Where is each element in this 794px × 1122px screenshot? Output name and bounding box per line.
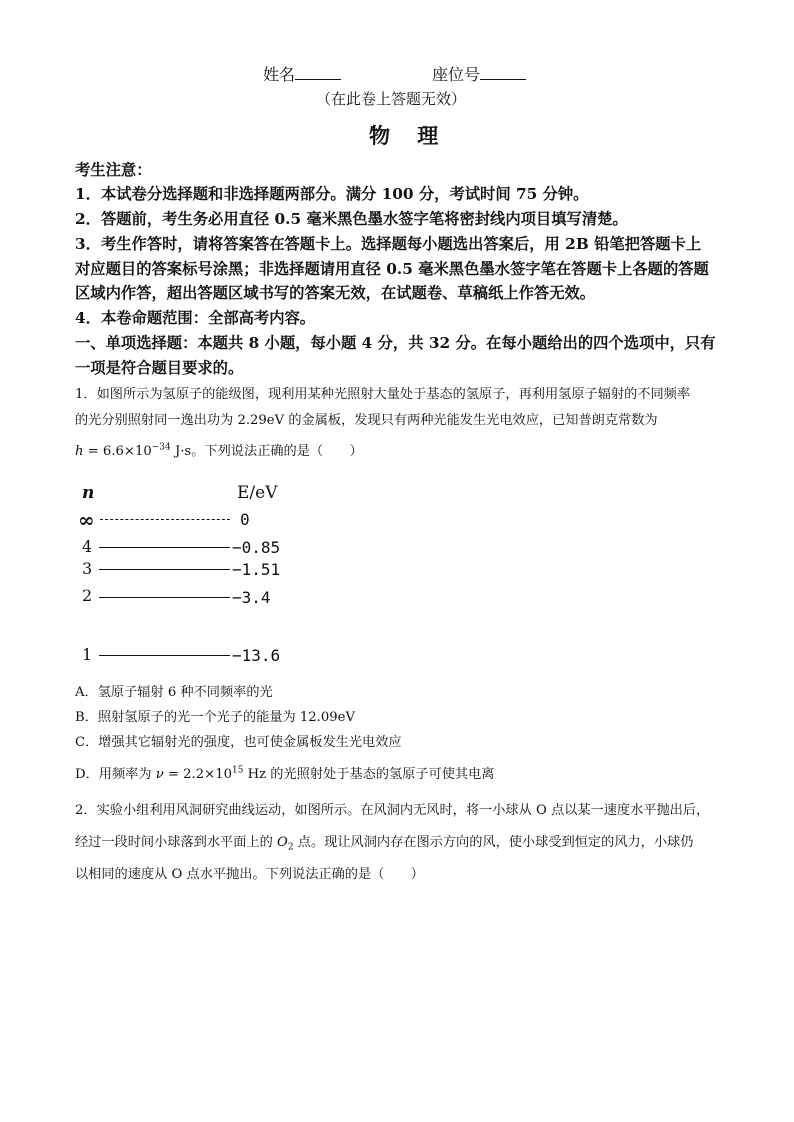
diagram-energy-label: E/eV bbox=[237, 483, 278, 503]
level-n-1: 1 bbox=[82, 645, 93, 664]
q1-text-line2: 的光分别照射同一逸出功为 2.29eV 的金属板，发现只有两种光能发生光电效应，已知普朗克常数为 bbox=[75, 413, 658, 428]
notice-item-1: 1．本试卷分选择题和非选择题两部分。满分 100 分，考试时间 75 分钟。 bbox=[75, 185, 589, 203]
page-title: 物 理 bbox=[369, 123, 449, 148]
q1-option-d bbox=[75, 763, 494, 782]
q1-h-symbol: h bbox=[75, 444, 84, 459]
q2-line2-pre: 经过一段时间小球落到水平面上的 bbox=[75, 835, 278, 850]
section1-heading: 一、单项选择题：本题共 8 小题，每小题 4 分，共 32 分。在每小题给出的四个选项中，只有 bbox=[75, 334, 716, 352]
notice-item-3-cont: 对应题目的答案标号涂黑；非选择题请用直径 0.5 毫米黑色墨水签字笔在答题卡上各题的答题 bbox=[75, 260, 709, 278]
invalid-note: （在此卷上答题无效） bbox=[316, 90, 467, 108]
name-blank bbox=[295, 65, 341, 80]
q1-h-exponent: −34 bbox=[151, 442, 171, 453]
level-line-1 bbox=[99, 655, 230, 656]
level-n-inf: ∞ bbox=[78, 508, 95, 532]
level-line-inf bbox=[100, 519, 230, 520]
level-e-inf: 0 bbox=[240, 510, 250, 529]
notice-item-4: 4．本卷命题范围：全部高考内容。 bbox=[75, 309, 316, 327]
level-n-3: 3 bbox=[82, 559, 93, 578]
q1-option-d-value: = 2.2×10 bbox=[163, 767, 232, 782]
diagram-n-label: n bbox=[82, 483, 95, 503]
q1-text-line1: 1．如图所示为氢原子的能级图，现利用某种光照射大量处于基态的氢原子，再利用氢原子辐射的不同频率 bbox=[75, 387, 691, 402]
name-field bbox=[263, 62, 341, 85]
level-e-2: −3.4 bbox=[232, 588, 271, 607]
level-line-2 bbox=[99, 597, 230, 598]
q1-option-a: A．氢原子辐射 6 种不同频率的光 bbox=[75, 685, 273, 700]
q2-point-o-sub: 2 bbox=[287, 842, 294, 853]
q2-text-line1: 2．实验小组利用风洞研究曲线运动，如图所示。在风洞内无风时，将一小球从 O 点以某一速度水平抛出后， bbox=[75, 803, 710, 818]
seat-label: 座位号 bbox=[432, 65, 481, 84]
name-label: 姓名 bbox=[263, 65, 296, 84]
q1-option-d-pre: D．用频率为 bbox=[75, 767, 156, 782]
level-line-3 bbox=[99, 569, 230, 570]
level-e-4: −0.85 bbox=[232, 538, 281, 557]
notice-item-3: 3．考生作答时，请将答案答在答题卡上。选择题每小题选出答案后，用 2B 铅笔把答题卡上 bbox=[75, 235, 702, 253]
notice-heading: 考生注意： bbox=[75, 161, 152, 179]
q1-option-d-post: Hz 的光照射处于基态的氢原子可使其电离 bbox=[243, 767, 495, 782]
level-e-3: −1.51 bbox=[232, 560, 281, 579]
q1-option-d-nu: ν bbox=[155, 767, 164, 782]
q1-option-c: C．增强其它辐射光的强度，也可使金属板发生光电效应 bbox=[75, 735, 402, 750]
notice-item-2: 2．答题前，考生务必用直径 0.5 毫米黑色墨水签字笔将密封线内项目填写清楚。 bbox=[75, 210, 628, 228]
q1-text-line3 bbox=[75, 440, 363, 459]
q1-option-d-exponent: 15 bbox=[231, 765, 244, 776]
level-n-4: 4 bbox=[82, 537, 93, 556]
q1-h-value: = 6.6×10 bbox=[83, 444, 152, 459]
q1-h-unit: J·s bbox=[170, 444, 192, 459]
q1-option-b: B．照射氢原子的光一个光子的能量为 12.09eV bbox=[75, 710, 355, 725]
q2-point-o: O bbox=[277, 835, 288, 850]
level-line-4 bbox=[99, 547, 230, 548]
q2-text-line3: 以相同的速度从 O 点水平抛出。下列说法正确的是（ ） bbox=[75, 867, 424, 882]
section1-heading-cont: 一项是符合题目要求的。 bbox=[75, 359, 244, 377]
q2-text-line2 bbox=[75, 831, 693, 853]
q2-line2-post: 点。现让风洞内存在图示方向的风，使小球受到恒定的风力，小球仍 bbox=[293, 835, 694, 850]
seat-field bbox=[432, 62, 526, 85]
seat-blank bbox=[480, 65, 526, 80]
q1-question-tail: 。下列说法正确的是（ ） bbox=[191, 444, 363, 459]
level-n-2: 2 bbox=[82, 586, 93, 605]
level-e-1: −13.6 bbox=[232, 646, 281, 665]
notice-item-3-cont2: 区域内作答，超出答题区域书写的答案无效，在试题卷、草稿纸上作答无效。 bbox=[75, 284, 596, 302]
